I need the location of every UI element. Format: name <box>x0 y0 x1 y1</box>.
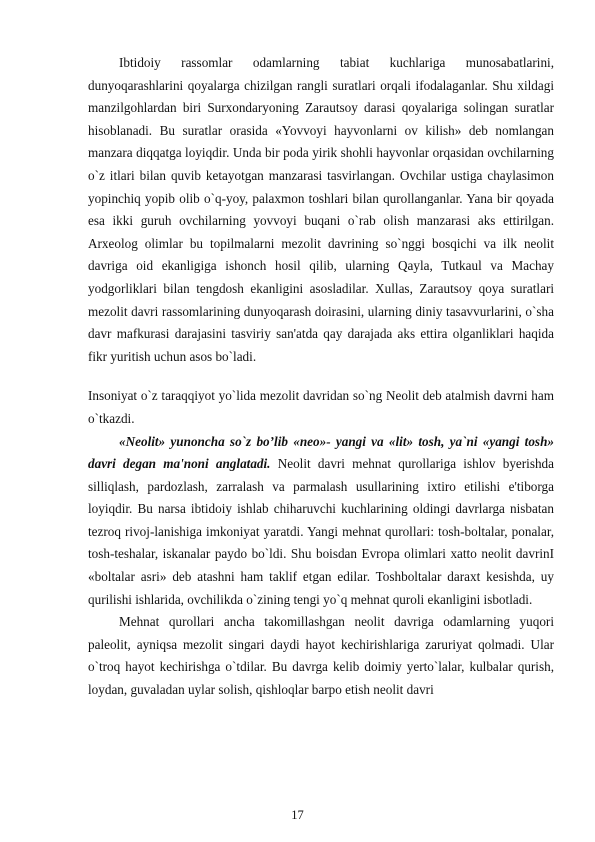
neolit-definition-emphasis: «Neolit» yunoncha so`z bo’lib «neo»- yangi va «lit» tosh, ya`ni «yangi tosh» davri degan ma'noni anglatadi. <box>88 433 554 472</box>
paragraph-neolit-intro: Insoniyat o`z taraqqiyot yo`lida mezolit davridan so`ng Neolit deb atalmish davrni ham o`tkazdi. <box>88 388 554 426</box>
page-number: 17 <box>291 808 304 822</box>
paragraph-neolit-definition <box>88 431 554 612</box>
document-page <box>88 52 554 702</box>
neolit-definition-text: Neolit davri mehnat qurollariga ishlov byerishda silliqlash, pardozlash, zarralash va parmalash usullarining ixtiro etilishi e'tiborga loyiqdir. Bu narsa ibtidoiy ishlab chiharuvchi kuchlarining oldingi davrlarga nisbatan tezroq rivoj-lanishiga imkoniyat yaratdi. Yangi mehnat qurollari: tosh-boltalar, ponalar, tosh-teshalar, iskanalar paydo bo`ldi. Shu boisdan Evropa olimlari xatto neolit davrinI «boltalar asri» deb atashni ham taklif etgan edilar. Toshboltalar daraxt kesishda, uy qurilishi ishlarida, ovchilikda o`zining tengi yo`q mehnat quroli ekanligini isbotladi. <box>88 456 555 607</box>
paragraph-settled-life: Mehnat qurollari ancha takomillashgan neolit davriga odamlarning yuqori paleolit, ayniqsa mezolit singari daydi hayot kechirishlariga zaruriyat qolmadi. Ular o`troq hayot kechirishga o`tdilar. Bu davrga kelib doimiy yerto`lalar, kulbalar qurish, loydan, guvaladan uylar solish, qishloqlar barpo etish neolit davri <box>88 614 554 698</box>
paragraph-spacer <box>88 368 554 385</box>
paragraph-rock-art: Ibtidoiy rassomlar odamlarning tabiat kuchlariga munosabatlarini, dunyoqarashlarini qoyalarga chizilgan rangli suratlari orqali ifodalaganlar. Shu xildagi manzilgohlardan biri Surxondaryoning Zarautsoy darasi qoyalariga solingan suratlar hisoblanadi. Bu suratlar orasida «Yovvoyi hayvonlarni ov kilish» deb nomlangan manzara diqqatga loyiqdir. Unda bir poda yirik shohli hayvonlar orqasidan ovchilarning o`z itlari bilan quvib ketayotgan manzarasi tasvirlangan. Ovchilar ustiga chaylasimon yopinchiq yopib olib o`q-yoy, palaxmon toshlari bilan qurollanganlar. Yana bir qoyada esa ikki guruh ovchilarning yovvoyi buqani o`rab olish manzarasi aks ettirilgan. Arxeolog olimlar bu topilmalarni mezolit davrining so`nggi bosqichi va ilk neolit davriga oid ekanligiga ishonch hosil qilib, ularning Qayla, Tutkaul va Machay yodgorliklari bilan tengdosh ekanligini asosladilar. Xullas, Zarautsoy qoya suratlari mezolit davri rassomlarining dunyoqarash doirasini, ularning diniy tasavvurlarini, o`sha davr mafkurasi darajasini tasviriy san'atda qay darajada aks ettira olganliklari haqida fikr yuritish uchun asos bo`ladi. <box>88 55 554 364</box>
